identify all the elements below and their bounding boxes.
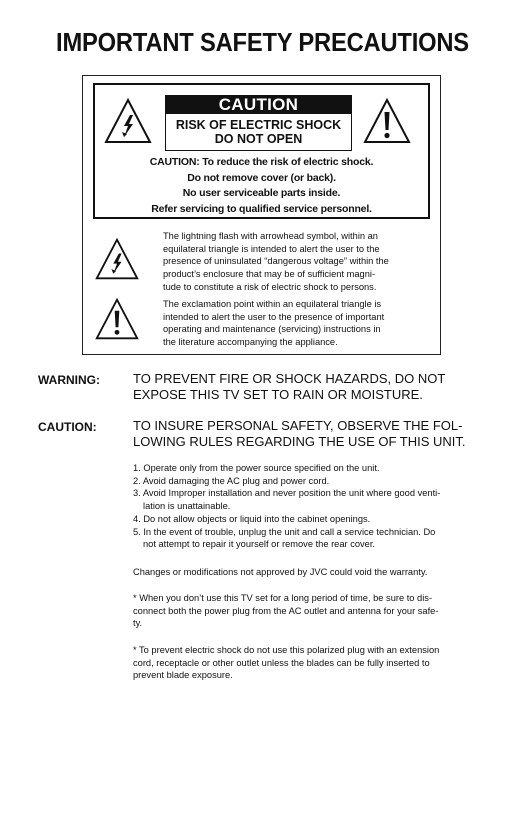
caution-line: LOWING RULES REGARDING THE USE OF THIS UNIT. (133, 434, 466, 449)
description-line: equilateral triangle is intended to alert the user to the (163, 243, 380, 254)
note-line: * To prevent electric shock do not use this polarized plug with an extension (133, 645, 440, 655)
warranty-note (133, 566, 493, 579)
caution-label: CAUTION: (38, 420, 97, 434)
note-line: ty. (133, 618, 143, 629)
note-line: prevent blade exposure. (133, 670, 233, 681)
rule-item: 4. Do not allow objects or liquid into the cabinet openings. (133, 513, 371, 524)
caution-line: TO INSURE PERSONAL SAFETY, OBSERVE THE FOL- (133, 418, 463, 433)
caution-instruction-line: Refer servicing to qualified service personnel. (151, 202, 372, 215)
description-line: operating and maintenance (servicing) instructions in (163, 324, 381, 335)
polarized-plug-note (133, 644, 493, 682)
exclamation-symbol-description (163, 298, 435, 349)
caution-instructions (93, 155, 430, 217)
description-line: The exclamation point within an equilateral triangle is (163, 299, 382, 309)
description-line: intended to alert the user to the presence of important (163, 311, 385, 322)
note-line: cord, receptacle or other outlet unless the blades can be fully inserted to (133, 657, 430, 668)
page-title: IMPORTANT SAFETY PRECAUTIONS (56, 29, 469, 57)
warning-text (133, 371, 493, 403)
caution-banner: CAUTION (165, 95, 352, 114)
rule-item: 5. In the event of trouble, unplug the unit and call a service technician. Do (133, 526, 436, 537)
shock-line-1: RISK OF ELECTRIC SHOCK (175, 118, 342, 132)
note-line: connect both the power plug from the AC outlet and antenna for your safe- (133, 605, 439, 616)
warning-line: EXPOSE THIS TV SET TO RAIN OR MOISTURE. (133, 387, 423, 402)
description-line: the literature accompanying the appliance. (163, 337, 338, 348)
rule-item: 2. Avoid damaging the AC plug and power cord. (133, 475, 330, 486)
caution-instruction-line: Do not remove cover (or back). (187, 171, 336, 184)
rule-item-continuation: not attempt to repair it yourself or remove the rear cover. (143, 539, 376, 550)
caution-instruction-line: No user serviceable parts inside. (182, 187, 341, 200)
warning-line: TO PREVENT FIRE OR SHOCK HAZARDS, DO NOT (133, 371, 446, 386)
shock-warning-box (165, 114, 352, 151)
lightning-triangle-icon (103, 97, 153, 145)
exclamation-triangle-icon (362, 97, 412, 145)
lightning-triangle-icon (94, 236, 140, 282)
description-line: The lightning flash with arrowhead symbol, within an (163, 231, 378, 241)
rule-item: 1. Operate only from the power source specified on the unit. (133, 463, 380, 473)
caution-instruction-line: CAUTION: To reduce the risk of electric shock. (149, 156, 374, 168)
note-line: * When you don’t use this TV set for a long period of time, be sure to dis- (133, 593, 433, 603)
lightning-symbol-description (163, 230, 435, 294)
rule-item-continuation: lation is unattainable. (143, 501, 231, 512)
caution-text (133, 418, 493, 450)
safety-rules-list (133, 462, 493, 551)
exclamation-triangle-icon (94, 296, 140, 342)
shock-line-2: DO NOT OPEN (214, 132, 303, 146)
warning-label: WARNING: (38, 373, 100, 387)
description-line: presence of uninsulated “dangerous voltage” within the (163, 256, 389, 267)
unplug-note (133, 592, 493, 630)
description-line: tude to constitute a risk of electric shock to persons. (163, 281, 377, 292)
warranty-note-text: Changes or modifications not approved by JVC could void the warranty. (133, 567, 428, 577)
description-line: product’s enclosure that may be of sufficient magni- (163, 269, 376, 280)
rule-item: 3. Avoid Improper installation and never position the unit where good venti- (133, 488, 441, 499)
